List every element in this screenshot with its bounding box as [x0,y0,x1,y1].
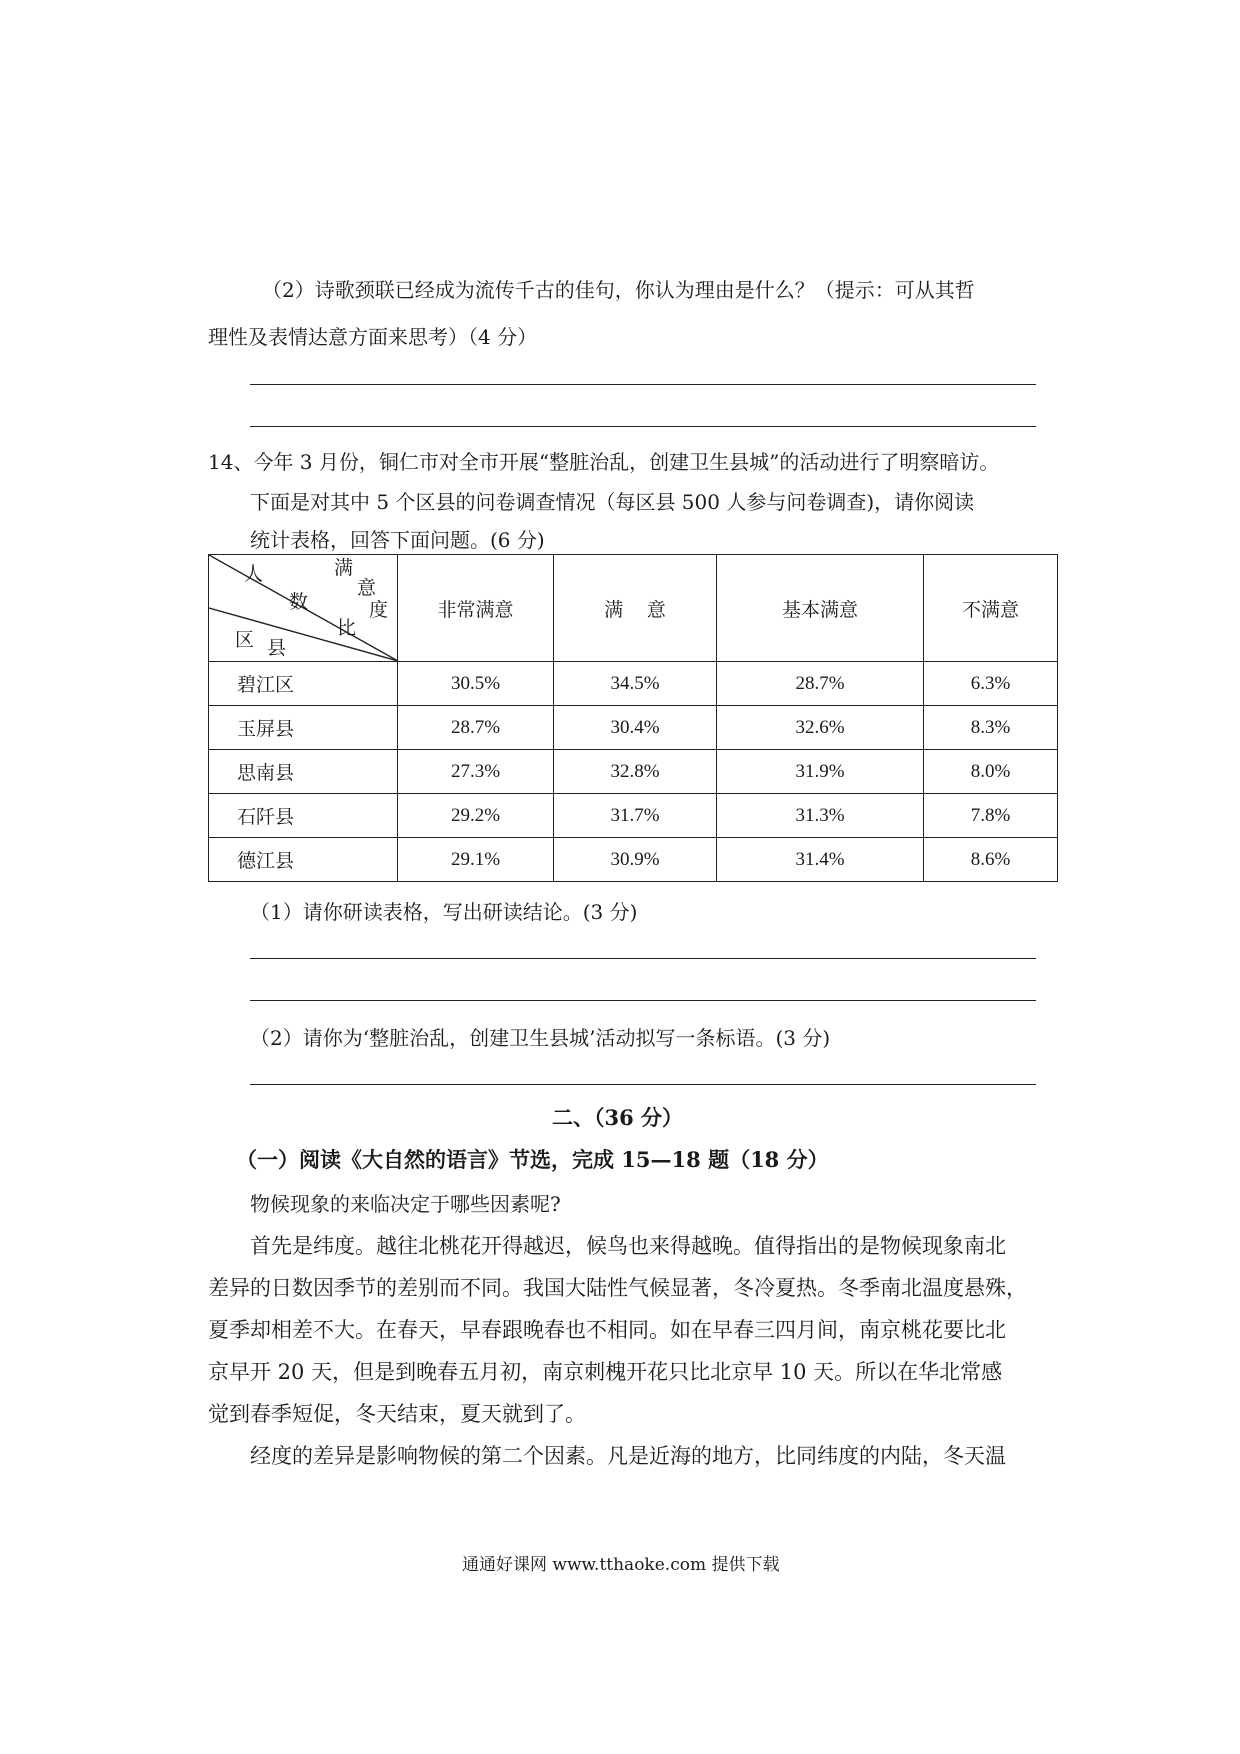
table-row [209,662,1058,706]
passage-line: 京早开 20 天，但是到晚春五月初，南京刺槐开花只比北京早 10 天。所以在华北常感 [208,1360,1003,1384]
passage-line: 物候现象的来临决定于哪些因素呢? [250,1192,561,1216]
table-cell: 30.4% [554,706,717,750]
passage-line: 首先是纬度。越往北桃花开得越迟，候鸟也来得越晚。值得指出的是物候现象南北 [250,1234,1006,1258]
q14-1-prompt: （1）请你研读表格，写出研读结论。(3 分) [250,900,638,924]
corner-label: 县 [267,638,287,659]
table-row [209,706,1058,750]
q14-line1: 14、今年 3 月份，铜仁市对全市开展“整脏治乱，创建卫生县城”的活动进行了明察暗访。 [208,450,1000,474]
survey-table [208,554,1058,882]
corner-label: 区 [235,630,255,651]
table-cell: 27.3% [398,750,554,794]
footer-source: 通通好课网 www.tthaoke.com 提供下载 [462,1555,780,1575]
table-cell: 30.5% [398,662,554,706]
column-header: 基本满意 [717,555,924,662]
corner-label: 数 [289,592,309,613]
table-row [209,750,1058,794]
q14-line2: 下面是对其中 5 个区县的问卷调查情况（每区县 500 人参与问卷调查)，请你阅读 [250,490,975,514]
table-header-row [209,555,1058,662]
corner-label: 意 [357,578,377,599]
region-name: 思南县 [209,750,398,794]
passage-line: 经度的差异是影响物候的第二个因素。凡是近海的地方，比同纬度的内陆，冬天温 [250,1444,1006,1468]
table-cell: 8.0% [924,750,1058,794]
q13-2-line1: （2）诗歌颈联已经成为流传千古的佳句，你认为理由是什么？（提示：可从其哲 [262,278,975,302]
q14-2-prompt: （2）请你为‘整脏治乱，创建卫生县城’活动拟写一条标语。(3 分) [250,1026,831,1050]
column-header: 满 意 [554,555,717,662]
region-name: 石阡县 [209,794,398,838]
table-cell: 31.4% [717,838,924,882]
table-cell: 28.7% [717,662,924,706]
table-cell: 32.6% [717,706,924,750]
corner-label: 人 [244,564,264,585]
region-name: 德江县 [209,838,398,882]
table-cell: 8.3% [924,706,1058,750]
table-cell: 8.6% [924,838,1058,882]
table-cell: 32.8% [554,750,717,794]
answer-line [250,1000,1036,1001]
table-cell: 31.7% [554,794,717,838]
passage-line: 差异的日数因季节的差别而不同。我国大陆性气候显著，冬冷夏热。冬季南北温度悬殊， [208,1276,1027,1300]
table-cell: 6.3% [924,662,1058,706]
column-header: 非常满意 [398,555,554,662]
passage-line: 夏季却相差不大。在春天，早春跟晚春也不相同。如在早春三四月间，南京桃花要比北 [208,1318,1006,1342]
section-title: 二、（36 分） [552,1105,684,1130]
corner-label: 度 [369,600,389,621]
table-cell: 29.1% [398,838,554,882]
passage-line: 觉到春季短促，冬天结束，夏天就到了。 [208,1402,586,1426]
q13-2-line2: 理性及表情达意方面来思考）（4 分） [208,325,538,349]
table-cell: 29.2% [398,794,554,838]
region-name: 玉屏县 [209,706,398,750]
table-cell: 31.3% [717,794,924,838]
answer-line [250,426,1036,427]
answer-line [250,958,1036,959]
table-cell: 7.8% [924,794,1058,838]
table-cell: 30.9% [554,838,717,882]
corner-label: 比 [337,618,357,639]
table-cell: 28.7% [398,706,554,750]
table-cell: 34.5% [554,662,717,706]
table-cell: 31.9% [717,750,924,794]
answer-line [250,384,1036,385]
region-name: 碧江区 [209,662,398,706]
answer-line [250,1084,1036,1085]
table-row [209,794,1058,838]
q14-line3: 统计表格，回答下面问题。(6 分) [250,528,545,552]
section-subtitle: （一）阅读《大自然的语言》节选，完成 15—18 题（18 分） [236,1147,829,1172]
column-header: 不满意 [924,555,1058,662]
table-corner-cell [209,555,398,662]
table-row [209,838,1058,882]
corner-label: 满 [334,558,354,579]
